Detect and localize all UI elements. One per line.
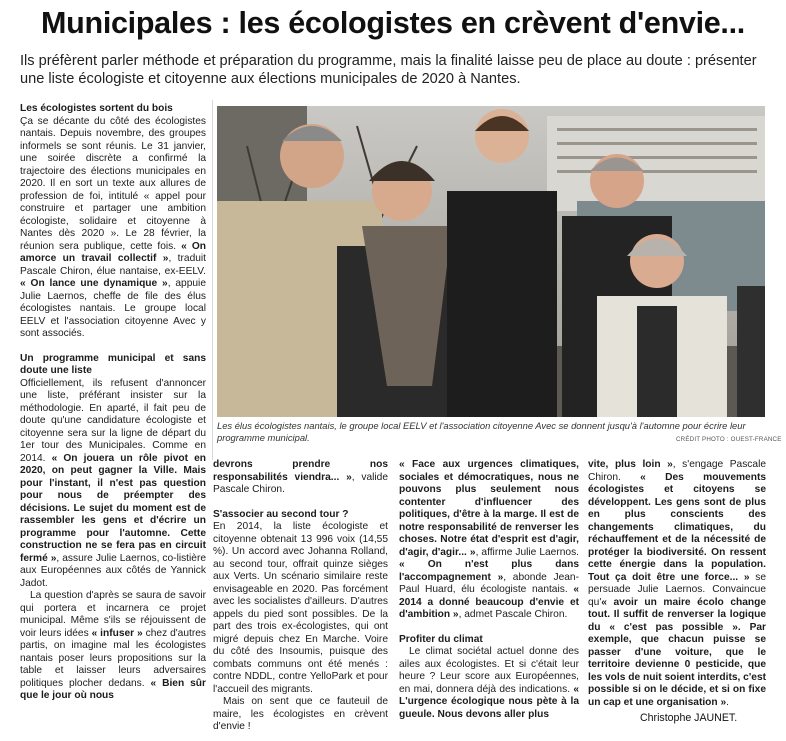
subheading: Profiter du climat (399, 633, 483, 645)
subheading: S'associer au second tour ? (213, 508, 349, 520)
paragraph: Officiellement, ils refusent d'annoncer une liste, préférant insister sur la méthodologie. En aparté, il fait peu de doute qu'une candidature écologiste et citoyenne sera sur la ligne de départ du 1er tour des Municipales. Comme en 2014. « On jouera un rôle pivot en 2020, on peut gagner la Ville. Mais pour l'instant, il n'est pas question pour nous de préempter des décisions. Le sujet du moment est de rassembler les gens et d'écrire un programme pour l'automne. Cette construction ne se fera pas en circuit fermé », assure Julie Laernos, co-listière aux Européennes aux côtés de Yannick Jadot. (20, 377, 207, 589)
column-2 (213, 459, 388, 734)
paragraph: devrons prendre nos responsabilités viendra... », valide Pascale Chiron. (213, 459, 389, 495)
photo-caption: Les élus écologistes nantais, le groupe local EELV et l'association citoyenne Avec se donnent jusqu'à l'automne pour écrire leur programme municipal. (217, 420, 746, 443)
paragraph: La question d'après se saura de savoir qui portera et incarnera ce projet municipal. Même s'ils se réjouissent de voir leurs idées « infuser » chez d'autres partis, on imagine mal les écologistes nantais poser leurs propositions sur la table et laisser leurs adversaires politiques plocher dedans. « Bien sûr que le jour où nous (20, 590, 206, 701)
group-photo (217, 106, 765, 417)
paragraph: vite, plus loin », s'engage Pascale Chiron. « Des mouvements écologistes et citoyens se développent. Les gens sont de plus en plus conscients des changements climatiques, du réchauffement et de la nécessité de protéger la biodiversité. On ressent cette énergie dans la population. Tout ça doit être une force... » se persuade Julie Laernos. Convaincue qu'« avoir un maire écolo change tout. Il suffit de renverser la logique du « c'est pas possible ». Par exemple, que chacun puisse se passer d'une voiture, que le territoire devienne 0 pesticide, que les vols de nuit soient interdits, c'est possible si on le décide, et si on fixe un cap et une organisation ». (588, 459, 766, 708)
paragraph: Mais on sent que ce fauteuil de maire, les écologistes en crèvent d'envie ! (213, 696, 388, 732)
photo-credit: CRÉDIT PHOTO : OUEST-FRANCE (676, 436, 782, 443)
column-rule (212, 100, 213, 460)
subheading: Les écologistes sortent du bois (20, 103, 173, 114)
paragraph: Ça se décante du côté des écologistes nantais. Depuis novembre, des groupes informels se sont réunis. Le 31 janvier, une soirée discrète a confirmé la trajectoire des élections municipales en 2020. Il en sort un texte aux allures de profession de foi, intitulé « appel pour construire et partager une ambition écologiste, solidaire et citoyenne à Nantes dès 2020 ». Le 28 février, la réunion sera publique, cette fois. « On amorce un travail collectif », traduit Pascale Chiron, élue nantaise, ex-EELV. « On lance une dynamique », appuie Julie Laernos, cheffe de file des élus écologistes nantais. Le groupe local EELV et l'association citoyenne Avec y sont associés. (20, 115, 206, 339)
column-4 (588, 459, 766, 709)
paragraph: « Face aux urgences climatiques, sociales et démocratiques, nous ne pouvons plus seulement nous contenter d'influencer des politiques, d'être à la marge. Il est de notre responsabilité de renverser les choses. Notre état d'esprit est d'agir, d'agir, d'agir... », affirme Julie Laernos. « On n'est plus dans l'accompagnement », abonde Jean-Paul Huard, élu écologiste nantais. « 2014 a donné beaucoup d'envie et d'ambition », admet Pascale Chiron. (399, 459, 579, 620)
paragraph: En 2014, la liste écologiste et citoyenne obtenait 13 996 voix (14,55 %). Un accord avec Johanna Rolland, au second tour, offrait quinze sièges aux Verts. Un scénario similaire reste envisageable en 2020. Pas forcément avec les socialistes d'ailleurs. D'autres appels du pied sont possibles. De la part des trois ex-écologistes, qui ont migré depuis chez En Marche. Voire du côté des Insoumis, puisque des combats communs ont été menés : contre NDDL, contre YelloPark et pour l'accueil des migrants. (213, 521, 388, 695)
column-1 (20, 103, 206, 703)
paragraph: Le climat sociétal actuel donne des ailes aux écologistes. Et si c'était leur heure ? Leur score aux Européennes, en mai, donnera déjà des indications. « L'urgence écologique nous pète à la gueule. Nous devons aller plus (399, 646, 579, 720)
column-3 (399, 459, 579, 721)
standfirst: Ils préfèrent parler méthode et préparation du programme, mais la finalité laisse peu de place au doute : présenter une liste écologiste et citoyenne aux élections municipales de 2020 à Nantes. (20, 53, 757, 87)
author-signature: Christophe JAUNET. (640, 712, 738, 724)
headline: Municipales : les écologistes en crèvent d'envie... (41, 6, 745, 40)
subheading: Un programme municipal et sans doute une liste (20, 352, 206, 376)
